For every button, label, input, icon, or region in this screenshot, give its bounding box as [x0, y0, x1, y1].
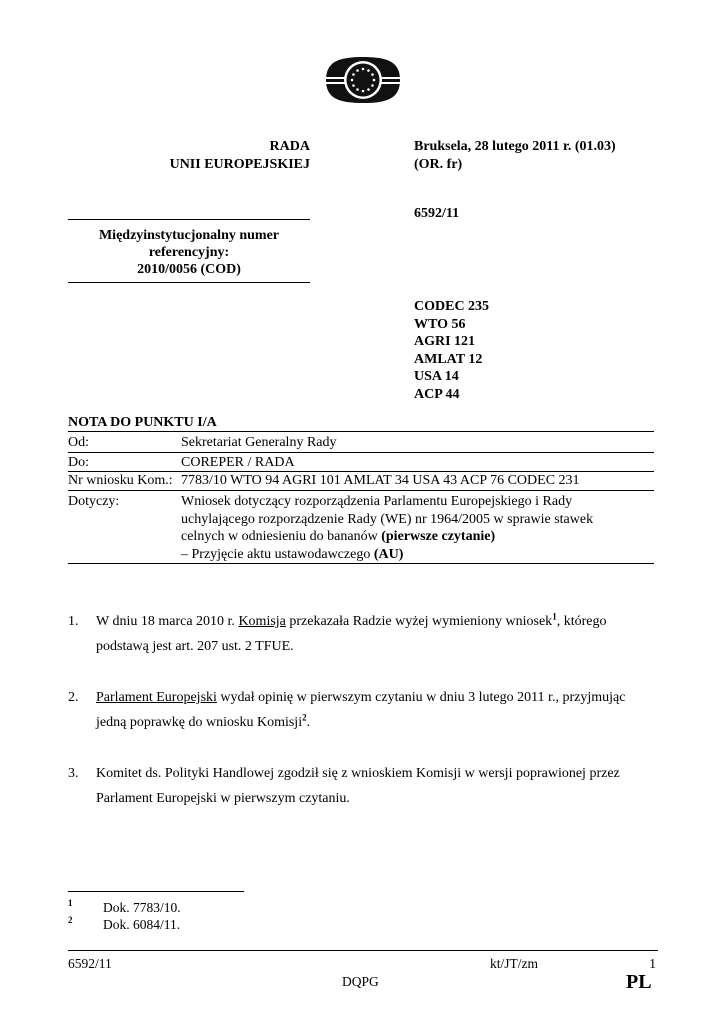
com-value: 7783/10 WTO 94 AGRI 101 AMLAT 34 USA 43 ACP 76 CODEC 231	[181, 473, 580, 488]
code-item: CODEC 235	[414, 299, 490, 314]
place-date-block	[414, 138, 616, 174]
table-top-rule	[68, 431, 654, 432]
footnote-ref-1: 1	[552, 611, 557, 622]
subject-line: Wniosek dotyczący rozporządzenia Parlamentu Europejskiego i Rady	[181, 494, 573, 509]
code-item: AMLAT 12	[414, 351, 483, 367]
paragraph-number: 3.	[68, 766, 79, 781]
from-label: Od:	[68, 435, 89, 450]
table-bottom-rule	[68, 563, 654, 564]
footer-rule	[68, 950, 658, 951]
parliament-link: Parlament Europejski	[96, 690, 217, 705]
original-language: (OR. fr)	[414, 157, 463, 172]
footnote-text: Dok. 6084/11.	[103, 917, 181, 932]
paragraph-number: 1.	[68, 614, 79, 629]
footnote-mark: 2	[68, 915, 73, 925]
paragraph-text: Komitet ds. Polityki Handlowej zgodził się z wnioskiem Komisji w wersji poprawionej przez Parlament Europejski w pierwszym czytaniu.	[96, 766, 620, 806]
code-item: WTO 56	[414, 316, 466, 332]
row-rule	[68, 452, 654, 453]
from-value: Sekretariat Generalny Rady	[181, 435, 337, 450]
language-code: PL	[626, 971, 652, 993]
to-label: Do:	[68, 455, 89, 470]
paragraph-text: Parlament Europejski wydał opinię w pierwszym czytaniu w dniu 3 lutego 2011 r., przyjmując jedną poprawkę do wniosku Komisji$^2$.	[96, 690, 626, 730]
footer-department: DQPG	[342, 974, 379, 989]
interinst-line-3: 2010/0056 (COD)	[137, 262, 241, 277]
footnote-mark: 1	[68, 898, 73, 908]
footnote-text: Dok. 7783/10.	[103, 900, 181, 915]
paragraph-number: 2.	[68, 690, 79, 705]
classification-codes	[414, 298, 489, 403]
subject-value	[181, 493, 654, 563]
code-item: ACP 44	[414, 386, 460, 402]
code-item: AGRI 121	[414, 334, 476, 349]
document-number: 6592/11	[414, 206, 460, 221]
page-number: 1	[649, 956, 656, 971]
subject-line: uchylającego rozporządzenie Rady (WE) nr 1964/2005 w sprawie stawek	[181, 511, 594, 527]
council-line-2: UNII EUROPEJSKIEJ	[169, 157, 310, 172]
subject-line: – Przyjęcie aktu ustawodawczego (AU)	[181, 546, 404, 562]
com-label: Nr wniosku Kom.:	[68, 473, 173, 488]
commission-link: Komisja	[238, 614, 286, 629]
paragraph-text: W dniu 18 marca 2010 r. Komisja przekazała Radzie wyżej wymieniony wniosek$^1$, którego podstawą jest art. 207 ust. 2 TFUE.	[96, 611, 607, 654]
council-name	[140, 138, 310, 174]
council-line-1: RADA	[269, 139, 310, 154]
note-title: NOTA DO PUNKTU I/A	[68, 415, 217, 430]
place-date: Bruksela, 28 lutego 2011 r. (01.03)	[414, 139, 616, 154]
eu-council-emblem	[320, 54, 406, 106]
interinst-line-1: Międzyinstytucjonalny numer	[98, 228, 280, 243]
footnote-ref-2: 2	[302, 712, 307, 723]
divider-interinst-bottom	[68, 282, 310, 283]
interinst-line-2: referencyjny:	[148, 245, 230, 260]
footer-initials: kt/JT/zm	[490, 956, 538, 971]
interinstitutional-reference	[68, 227, 310, 278]
code-item: USA 14	[414, 369, 459, 384]
subject-line: celnych w odniesieniu do bananów (pierwsze czytanie)	[181, 529, 496, 544]
divider-interinst-top	[68, 219, 310, 220]
footnote-separator	[68, 891, 244, 892]
to-value: COREPER / RADA	[181, 455, 295, 470]
row-rule	[68, 471, 654, 472]
row-rule	[68, 490, 654, 491]
subject-label: Dotyczy:	[68, 494, 120, 509]
footer-doc-number: 6592/11	[68, 956, 112, 971]
